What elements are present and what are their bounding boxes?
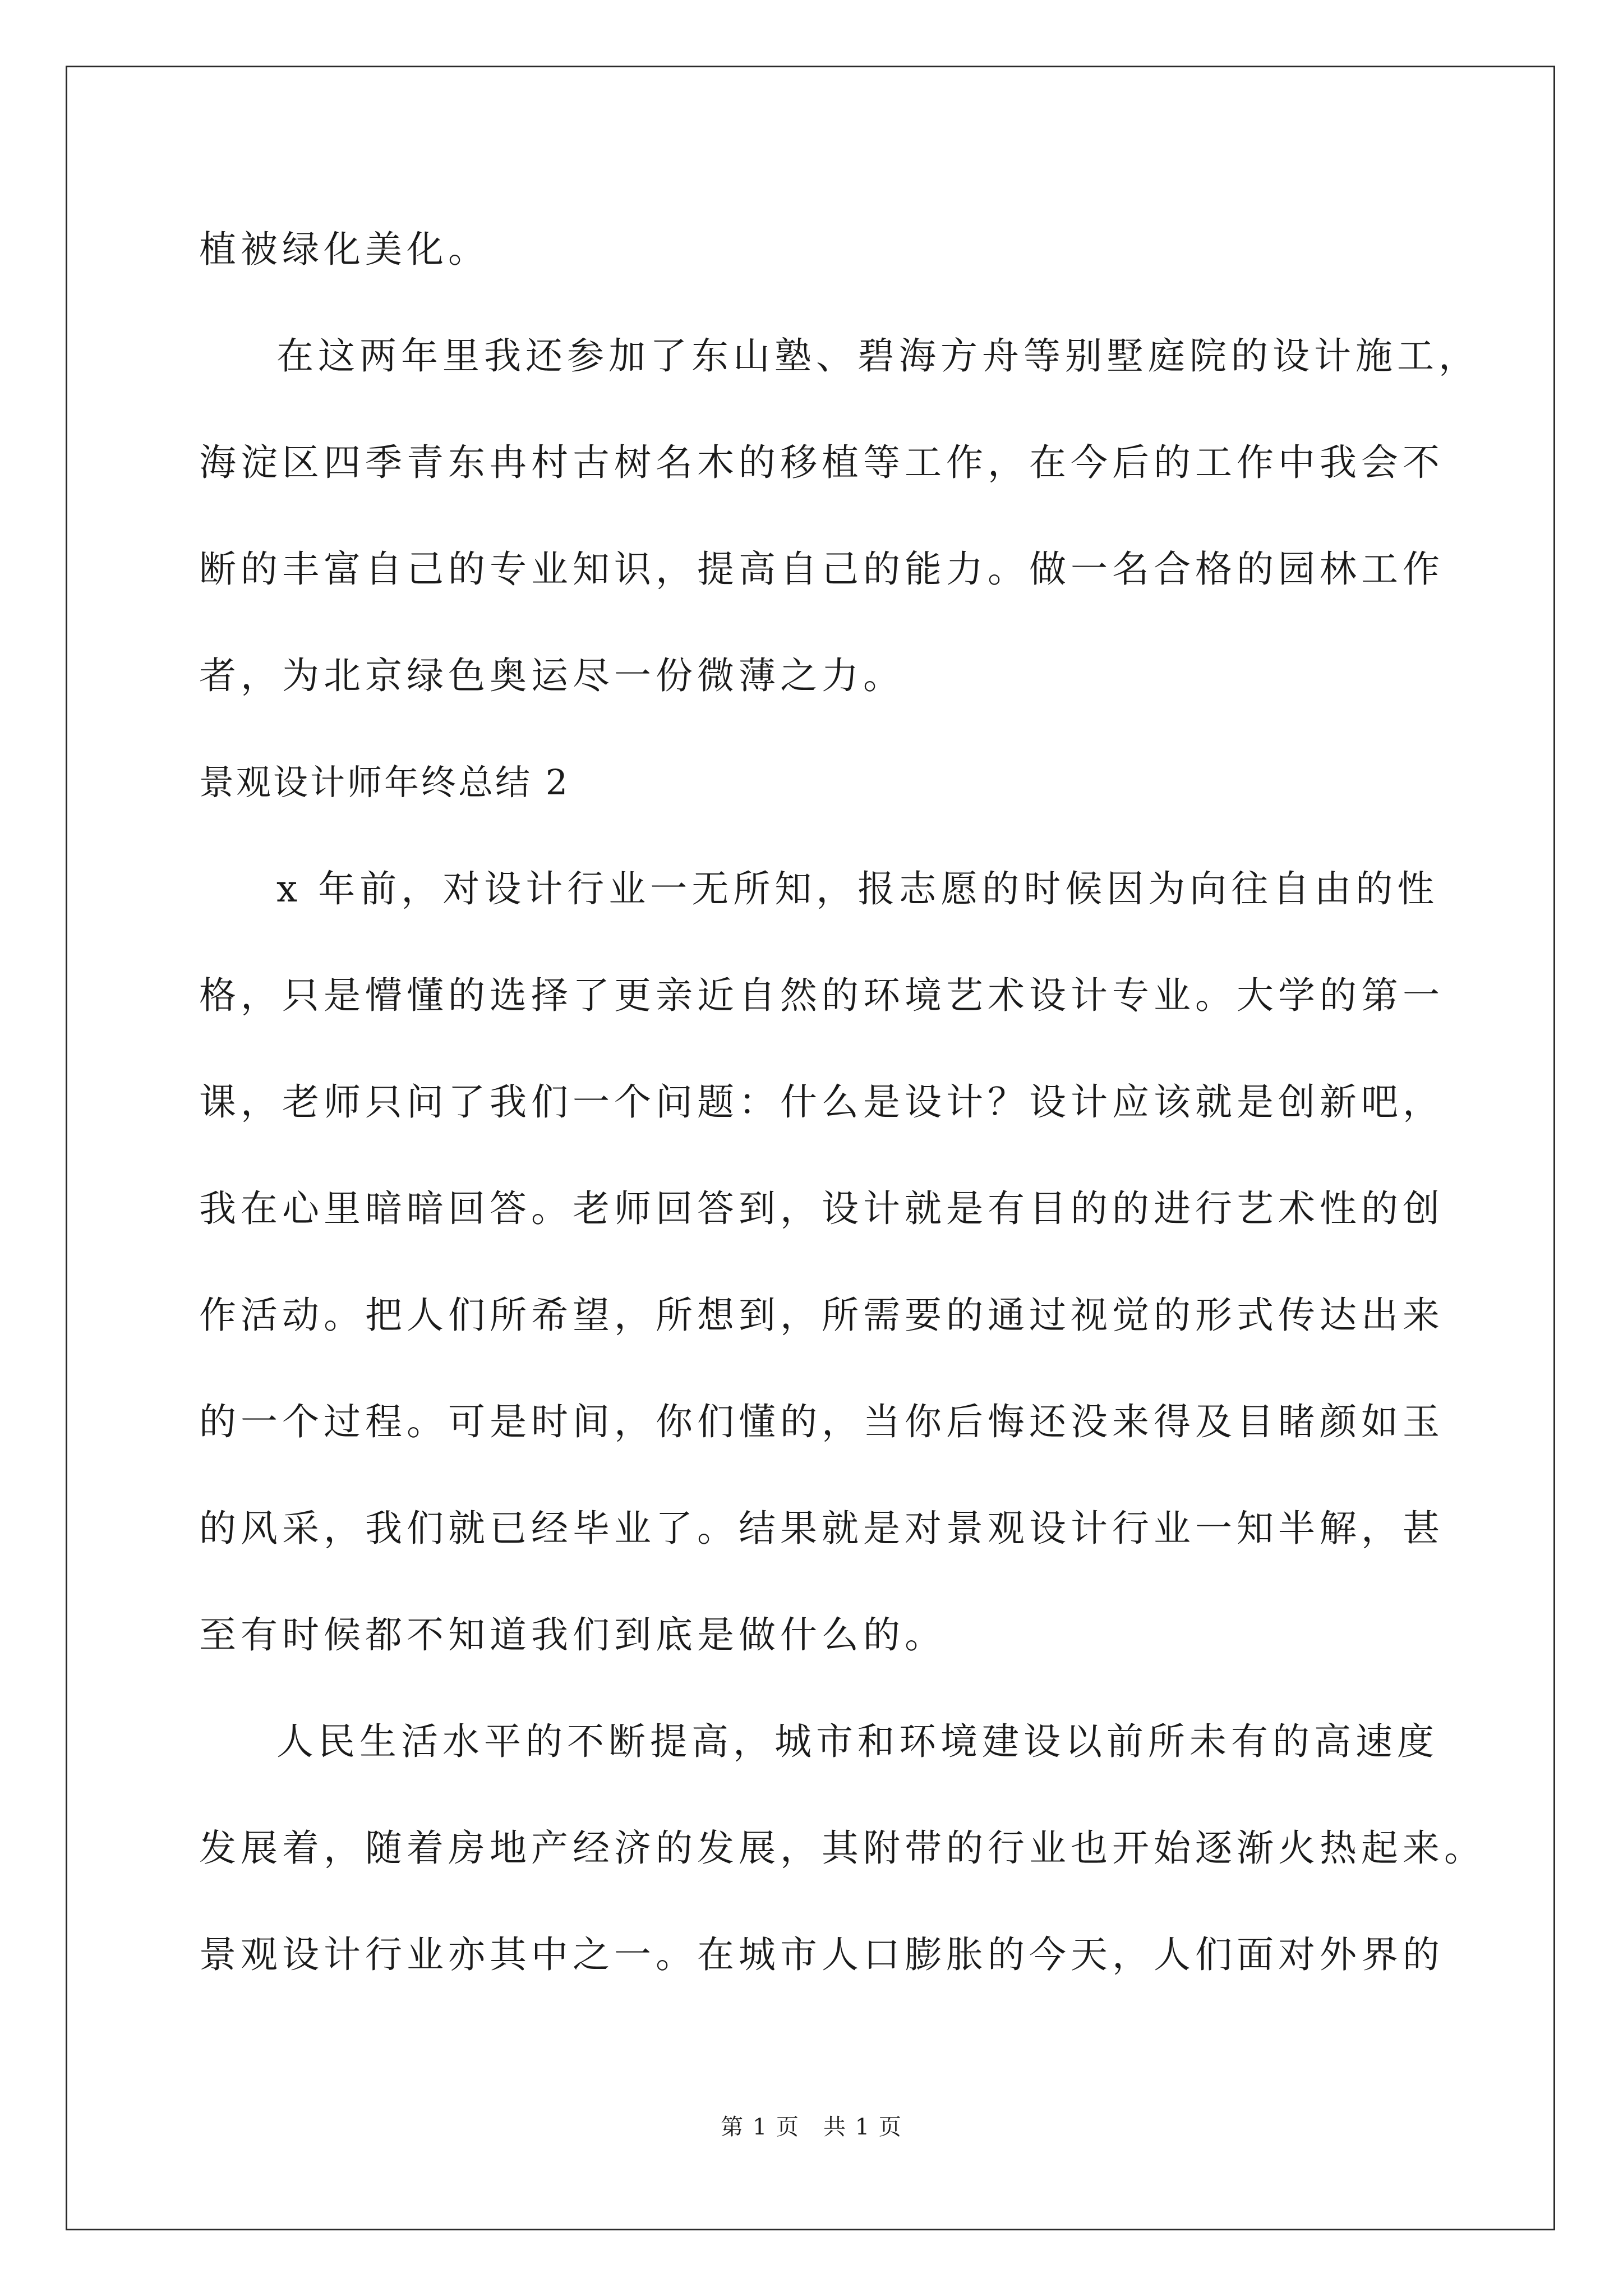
text-line: 的一个过程。可是时间，你们懂的，当你后悔还没来得及目睹颜如玉 (199, 1400, 1444, 1443)
text-line: 课，老师只问了我们一个问题：什么是设计？设计应该就是创新吧， (199, 1080, 1444, 1124)
text-line: 植被绿化美化。 (199, 228, 490, 271)
text-line: x 年前，对设计行业一无所知，报志愿的时候因为向往自由的性 (276, 867, 1439, 910)
text-line: 在这两年里我还参加了东山塾、碧海方舟等别墅庭院的设计施工， (276, 334, 1480, 378)
text-line: 发展着，随着房地产经济的发展，其附带的行业也开始逐渐火热起来。 (199, 1826, 1486, 1870)
text-line: 至有时候都不知道我们到底是做什么的。 (199, 1613, 946, 1657)
document-body (199, 202, 1486, 2014)
text-line: 作活动。把人们所希望，所想到，所需要的通过视觉的形式传达出来 (199, 1294, 1444, 1337)
text-line: 者，为北京绿色奥运尽一份微薄之力。 (199, 654, 905, 697)
section-heading: 景观设计师年终总结 2 (199, 762, 570, 803)
text-line: 景观设计行业亦其中之一。在城市人口膨胀的今天，人们面对外界的 (199, 1933, 1444, 1976)
page-footer: 第 1 页 共 1 页 (721, 2114, 902, 2140)
text-line: 格，只是懵懂的选择了更亲近自然的环境艺术设计专业。大学的第一 (199, 974, 1444, 1017)
text-line: 我在心里暗暗回答。老师回答到，设计就是有目的的进行艺术性的创 (199, 1187, 1444, 1230)
text-line: 的风采，我们就已经毕业了。结果就是对景观设计行业一知半解，甚 (199, 1507, 1444, 1550)
text-line: 断的丰富自己的专业知识，提高自己的能力。做一名合格的园林工作 (199, 547, 1444, 591)
text-line: 海淀区四季青东冉村古树名木的移植等工作，在今后的工作中我会不 (199, 441, 1444, 484)
text-line: 人民生活水平的不断提高，城市和环境建设以前所未有的高速度 (276, 1720, 1438, 1763)
